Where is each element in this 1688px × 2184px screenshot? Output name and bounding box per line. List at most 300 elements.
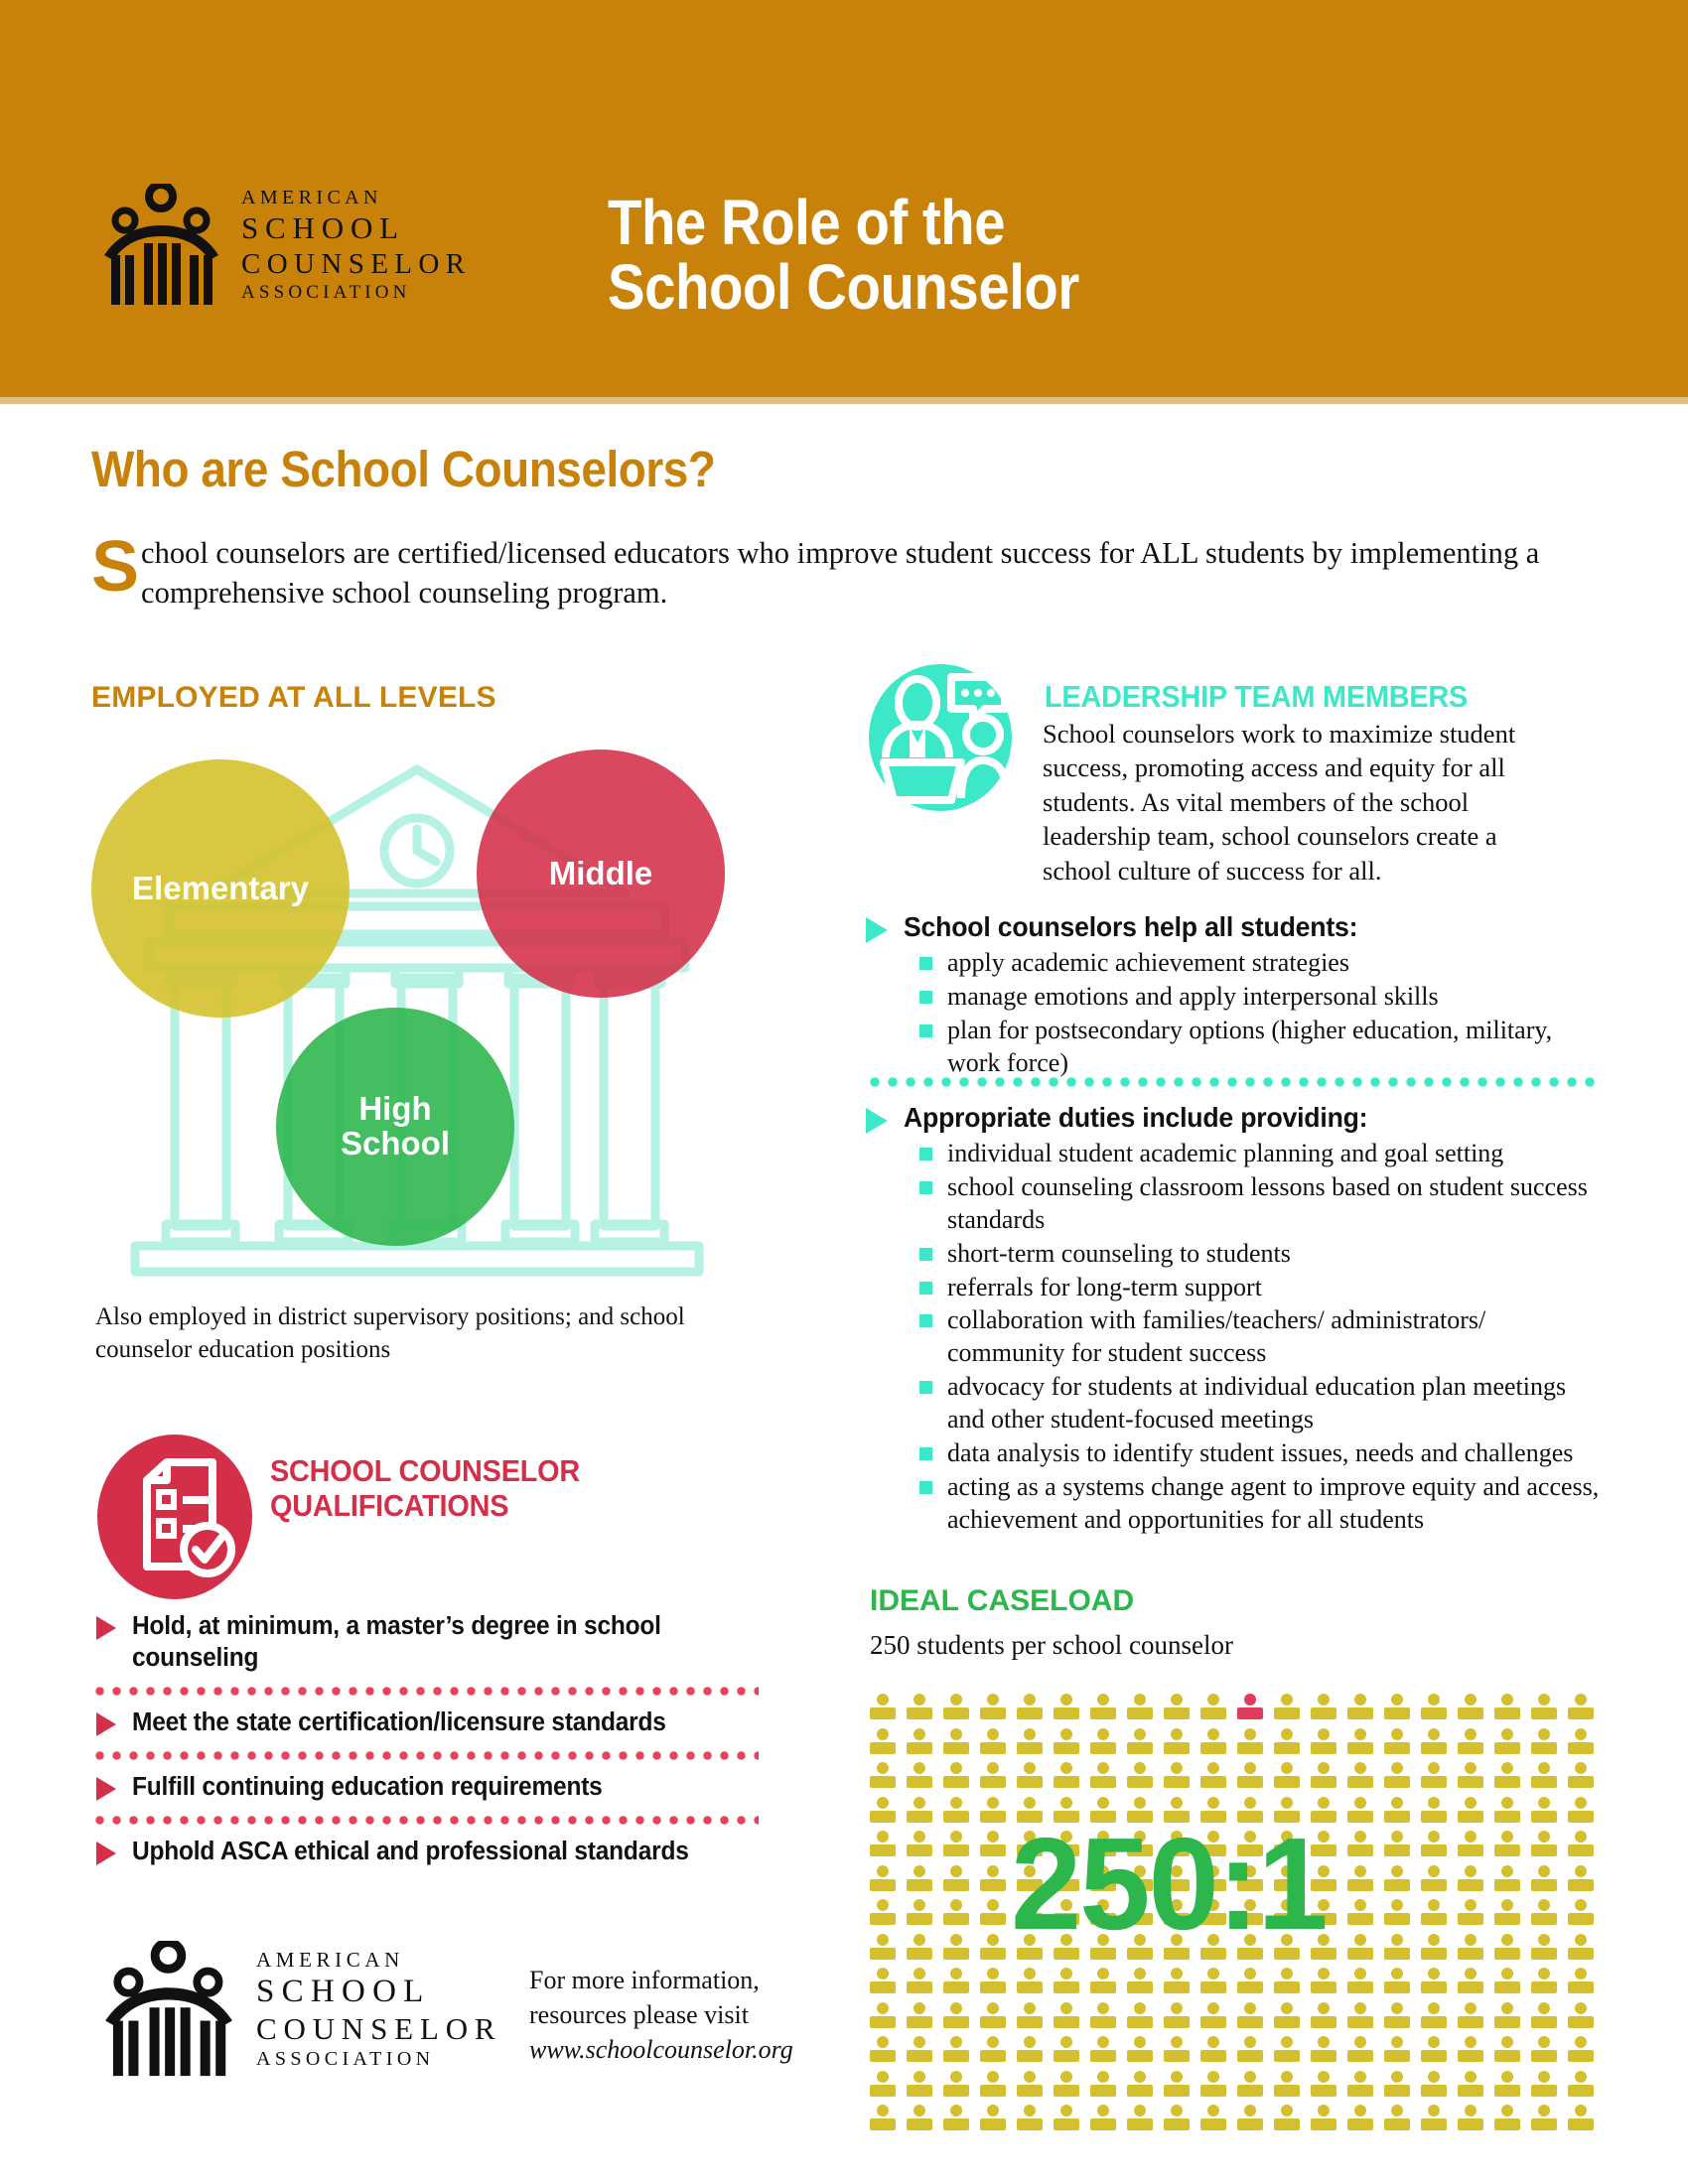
figure-head	[1354, 1728, 1366, 1740]
figure-head	[1318, 2002, 1330, 2014]
figure-body	[1090, 2016, 1116, 2028]
figure-head	[1354, 2002, 1366, 2014]
figure-head	[1428, 1934, 1440, 1946]
figure-body	[907, 1844, 932, 1856]
student-figure-icon	[1054, 2071, 1079, 2099]
figure-head	[1538, 1728, 1550, 1740]
figure-head	[1024, 1728, 1036, 1740]
figure-head	[914, 1694, 925, 1706]
figure-body	[1127, 2118, 1153, 2130]
figure-body	[980, 2050, 1006, 2062]
figure-head	[1171, 1762, 1183, 1774]
figure-body	[1200, 2118, 1226, 2130]
figure-body	[1458, 1948, 1483, 1960]
student-figure-icon	[1127, 2071, 1153, 2099]
student-figure-icon	[1531, 1934, 1557, 1962]
student-figure-icon	[1494, 2036, 1520, 2064]
figure-head	[914, 2071, 925, 2083]
figure-head	[1134, 1797, 1146, 1809]
list-item: short-term counseling to students	[919, 1238, 1603, 1272]
student-figure-icon	[1384, 2105, 1410, 2132]
figure-body	[1531, 2050, 1557, 2062]
figure-head	[987, 2036, 999, 2048]
figure-body	[943, 2085, 969, 2097]
figure-body	[870, 2118, 896, 2130]
figure-head	[1501, 1968, 1513, 1979]
student-figure-icon	[1311, 1728, 1336, 1756]
student-figure-icon	[1274, 2105, 1300, 2132]
student-figure-icon	[1568, 2036, 1594, 2064]
student-figure-icon	[1531, 1899, 1557, 1927]
figure-head	[1501, 1728, 1513, 1740]
student-figure-icon	[1164, 1728, 1190, 1756]
figure-head	[1538, 1831, 1550, 1843]
student-figure-icon	[1347, 1968, 1373, 1995]
figure-body	[1164, 2050, 1190, 2062]
student-figure-icon	[980, 1797, 1006, 1825]
student-figure-icon	[1494, 2071, 1520, 2099]
student-figure-icon	[943, 1899, 969, 1927]
figure-body	[1494, 2050, 1520, 2062]
figure-head	[1575, 2071, 1587, 2083]
section-heading-employed: EMPLOYED AT ALL LEVELS	[91, 681, 496, 714]
triangle-bullet-icon	[96, 1842, 116, 1865]
figure-head	[987, 1762, 999, 1774]
student-figure-icon	[1568, 2105, 1594, 2132]
figure-body	[1274, 1776, 1300, 1788]
student-figure-icon	[1494, 1934, 1520, 1962]
figure-body	[1458, 1879, 1483, 1891]
figure-head	[1024, 1968, 1036, 1979]
figure-head	[1465, 2071, 1477, 2083]
dotted-divider-teal	[866, 1077, 1603, 1087]
figure-body	[1237, 1707, 1263, 1719]
student-figure-icon	[1347, 2071, 1373, 2099]
figure-head	[950, 1728, 962, 1740]
figure-body	[907, 2085, 932, 2097]
figure-head	[1318, 1728, 1330, 1740]
circle-label-middle: Middle	[548, 854, 653, 891]
figure-head	[914, 1899, 925, 1911]
figure-body	[907, 2050, 932, 2062]
student-figure-icon	[907, 2071, 932, 2099]
figure-head	[1354, 1797, 1366, 1809]
student-figure-icon	[1494, 2105, 1520, 2132]
header-divider	[0, 397, 1688, 404]
figure-head	[1501, 1934, 1513, 1946]
figure-head	[1134, 1968, 1146, 1979]
figure-body	[1054, 2016, 1079, 2028]
student-figure-icon	[1494, 2002, 1520, 2030]
people-meeting-icon	[866, 663, 1015, 817]
duties-block	[866, 1102, 1603, 1538]
figure-body	[907, 2118, 932, 2130]
student-figure-icon	[1311, 2002, 1336, 2030]
student-figure-icon	[1200, 2002, 1226, 2030]
student-figure-icon	[1347, 2105, 1373, 2132]
figure-head	[950, 1694, 962, 1706]
figure-body	[1458, 2050, 1483, 2062]
figure-body	[1311, 1981, 1336, 1993]
student-figure-icon	[1421, 1797, 1447, 1825]
figure-body	[943, 2118, 969, 2130]
student-figure-icon	[1274, 1728, 1300, 1756]
student-figure-icon	[943, 1728, 969, 1756]
student-figure-icon	[870, 1728, 896, 1756]
figure-body	[1054, 1707, 1079, 1719]
checklist-document-icon	[95, 1433, 254, 1606]
figure-head	[1024, 1694, 1036, 1706]
employment-levels-diagram	[109, 730, 725, 1286]
student-figure-icon	[1384, 1797, 1410, 1825]
student-figure-icon	[1568, 2071, 1594, 2099]
figure-head	[1281, 1694, 1293, 1706]
figure-head	[1428, 2002, 1440, 2014]
student-figure-icon	[1458, 1797, 1483, 1825]
figure-body	[1531, 2085, 1557, 2097]
figure-body	[943, 2016, 969, 2028]
figure-body	[980, 1879, 1006, 1891]
figure-head	[987, 2105, 999, 2116]
three-figures-columns-icon	[94, 1941, 243, 2085]
figure-head	[914, 2002, 925, 2014]
figure-body	[1237, 2016, 1263, 2028]
figure-head	[1354, 1694, 1366, 1706]
student-figure-icon	[1384, 1934, 1410, 1962]
caseload-ratio: 250:1	[1011, 1811, 1327, 1957]
figure-body	[1127, 1981, 1153, 1993]
figure-head	[914, 2105, 925, 2116]
dotted-divider	[91, 1751, 759, 1760]
student-figure-icon	[1347, 1831, 1373, 1858]
student-figure-icon	[1090, 2105, 1116, 2132]
figure-head	[914, 1728, 925, 1740]
figure-body	[1200, 1707, 1226, 1719]
student-figure-icon	[943, 1934, 969, 1962]
figure-body	[1421, 1948, 1447, 1960]
figure-head	[1207, 1797, 1219, 1809]
figure-body	[1384, 1948, 1410, 1960]
figure-head	[987, 1865, 999, 1877]
student-figure-icon	[1164, 1694, 1190, 1721]
figure-head	[1060, 1762, 1072, 1774]
qualification-text: Fulfill continuing education requirements	[132, 1772, 603, 1801]
student-figure-icon	[1017, 2036, 1043, 2064]
figure-body	[1127, 2050, 1153, 2062]
student-figure-icon	[943, 1831, 969, 1858]
figure-head	[1097, 2036, 1109, 2048]
figure-head	[1134, 1728, 1146, 1740]
figure-head	[1060, 2002, 1072, 2014]
figure-head	[1501, 2071, 1513, 2083]
figure-head	[1097, 1968, 1109, 1979]
qualifications-title	[270, 1454, 580, 1523]
figure-head	[1097, 2002, 1109, 2014]
figure-body	[1458, 1776, 1483, 1788]
figure-body	[943, 1948, 969, 1960]
figure-head	[1244, 2036, 1256, 2048]
figure-body	[1237, 2050, 1263, 2062]
figure-head	[1207, 1762, 1219, 1774]
student-figure-icon	[1531, 2036, 1557, 2064]
student-figure-icon	[1568, 1865, 1594, 1893]
student-figure-icon	[907, 1694, 932, 1721]
figure-head	[1501, 2105, 1513, 2116]
figure-head	[1281, 1968, 1293, 1979]
figure-head	[1391, 1694, 1403, 1706]
figure-head	[987, 2002, 999, 2014]
student-figure-icon	[1164, 2002, 1190, 2030]
figure-body	[1127, 2016, 1153, 2028]
figure-body	[1421, 2118, 1447, 2130]
student-figure-icon	[1274, 2002, 1300, 2030]
figure-body	[1494, 1913, 1520, 1925]
student-figure-icon	[1568, 1728, 1594, 1756]
figure-body	[1568, 2050, 1594, 2062]
student-figure-icon	[1237, 1728, 1263, 1756]
figure-head	[1207, 1694, 1219, 1706]
figure-head	[1281, 1762, 1293, 1774]
figure-body	[1384, 1776, 1410, 1788]
figure-head	[1097, 1728, 1109, 1740]
figure-body	[1384, 2085, 1410, 2097]
list-item: manage emotions and apply interpersonal skills	[919, 981, 1603, 1015]
student-figure-icon	[1384, 1728, 1410, 1756]
caseload-pictogram	[870, 1694, 1605, 2140]
student-figure-icon	[1568, 1899, 1594, 1927]
student-figure-icon	[907, 1865, 932, 1893]
figure-body	[1384, 1707, 1410, 1719]
figure-head	[1428, 2036, 1440, 2048]
figure-head	[914, 1968, 925, 1979]
figure-head	[1501, 1694, 1513, 1706]
student-figure-icon	[1090, 1762, 1116, 1790]
list-item: referrals for long-term support	[919, 1272, 1603, 1305]
figure-head	[1391, 1899, 1403, 1911]
figure-body	[943, 1844, 969, 1856]
student-figure-icon	[980, 1762, 1006, 1790]
student-figure-icon	[1384, 1865, 1410, 1893]
student-figure-icon	[1421, 1934, 1447, 1962]
figure-head	[1171, 1968, 1183, 1979]
figure-head	[1575, 1762, 1587, 1774]
student-figure-icon	[980, 1899, 1006, 1927]
student-figure-icon	[907, 1968, 932, 1995]
figure-body	[1494, 1844, 1520, 1856]
figure-head	[877, 2071, 889, 2083]
figure-body	[1274, 2050, 1300, 2062]
figure-head	[1207, 2036, 1219, 2048]
figure-head	[1024, 1762, 1036, 1774]
asca-logo-footer	[94, 1941, 511, 2090]
figure-body	[943, 1776, 969, 1788]
figure-head	[877, 1865, 889, 1877]
student-figure-icon	[943, 1968, 969, 1995]
student-figure-icon	[1494, 1797, 1520, 1825]
qualification-text: Meet the state certification/licensure standards	[132, 1707, 666, 1736]
figure-head	[1354, 2105, 1366, 2116]
student-figure-icon	[1568, 1831, 1594, 1858]
leadership-title: LEADERSHIP TEAM MEMBERS	[1045, 679, 1469, 714]
figure-head	[877, 1728, 889, 1740]
figure-body	[1531, 1811, 1557, 1823]
figure-body	[1347, 1913, 1373, 1925]
figure-body	[1017, 1742, 1043, 1754]
figure-body	[1531, 1776, 1557, 1788]
student-figure-icon	[1017, 1694, 1043, 1721]
list-item: individual student academic planning and goal setting	[919, 1138, 1603, 1171]
student-figure-icon	[1200, 2036, 1226, 2064]
figure-body	[980, 1776, 1006, 1788]
figure-body	[907, 1707, 932, 1719]
figure-body	[1347, 1879, 1373, 1891]
figure-body	[1421, 2016, 1447, 2028]
figure-body	[1017, 1981, 1043, 1993]
student-figure-icon	[1237, 2036, 1263, 2064]
student-figure-icon	[1274, 2036, 1300, 2064]
student-figure-icon	[1568, 1934, 1594, 1962]
figure-body	[907, 1742, 932, 1754]
figure-body	[1458, 1742, 1483, 1754]
figure-body	[1494, 1948, 1520, 1960]
figure-body	[1090, 1776, 1116, 1788]
figure-body	[1127, 1742, 1153, 1754]
figure-body	[1384, 1844, 1410, 1856]
student-figure-icon	[1054, 1762, 1079, 1790]
figure-head	[1354, 1762, 1366, 1774]
figure-body	[1054, 2085, 1079, 2097]
student-figure-icon	[980, 2105, 1006, 2132]
figure-head	[1060, 1694, 1072, 1706]
help-students-heading: School counselors help all students:	[904, 911, 1358, 942]
figure-head	[877, 2036, 889, 2048]
figure-body	[1090, 2050, 1116, 2062]
student-figure-icon	[1017, 2002, 1043, 2030]
figure-body	[1568, 2118, 1594, 2130]
figure-head	[1391, 2071, 1403, 2083]
figure-head	[1171, 1728, 1183, 1740]
student-figure-icon	[943, 2036, 969, 2064]
figure-body	[1347, 1707, 1373, 1719]
student-figure-icon	[943, 1694, 969, 1721]
figure-body	[1347, 1844, 1373, 1856]
student-figure-icon	[1568, 2002, 1594, 2030]
figure-body	[1017, 2085, 1043, 2097]
figure-head	[950, 1762, 962, 1774]
figure-head	[1318, 2036, 1330, 2048]
student-figure-icon	[1458, 2002, 1483, 2030]
logo-line-counselor: COUNSELOR	[241, 247, 472, 280]
figure-body	[943, 1742, 969, 1754]
figure-body	[1274, 2118, 1300, 2130]
figure-head	[1171, 2036, 1183, 2048]
figure-head	[1134, 2105, 1146, 2116]
student-figure-icon	[1311, 1968, 1336, 1995]
student-figure-icon	[1311, 1762, 1336, 1790]
figure-head	[1171, 2002, 1183, 2014]
figure-head	[950, 2036, 962, 2048]
figure-head	[1428, 1728, 1440, 1740]
figure-body	[870, 1913, 896, 1925]
student-figure-icon	[1347, 2002, 1373, 2030]
figure-body	[1384, 1811, 1410, 1823]
figure-body	[1384, 2016, 1410, 2028]
footer-url[interactable]: www.schoolcounselor.org	[529, 2035, 793, 2065]
figure-head	[1465, 2105, 1477, 2116]
figure-head	[1281, 2036, 1293, 2048]
figure-head	[1171, 1797, 1183, 1809]
student-figure-icon	[1384, 1694, 1410, 1721]
logo-line-school: SCHOOL	[241, 210, 405, 245]
student-figure-icon	[907, 2105, 932, 2132]
figure-head	[1575, 2036, 1587, 2048]
figure-body	[1127, 2085, 1153, 2097]
figure-body	[1494, 2118, 1520, 2130]
student-figure-icon	[1347, 1899, 1373, 1927]
figure-head	[1354, 1899, 1366, 1911]
figure-head	[877, 1797, 889, 1809]
student-figure-icon	[1531, 1728, 1557, 1756]
figure-body	[1347, 2016, 1373, 2028]
figure-head	[914, 1934, 925, 1946]
student-figure-icon	[1421, 1728, 1447, 1756]
student-figure-icon	[1200, 1728, 1226, 1756]
student-figure-icon	[870, 2002, 896, 2030]
figure-head	[1575, 1968, 1587, 1979]
student-figure-icon	[980, 1831, 1006, 1858]
figure-body	[943, 1981, 969, 1993]
list-item: apply academic achievement strategies	[919, 947, 1603, 981]
figure-body	[1568, 1811, 1594, 1823]
qualification-text: Hold, at minimum, a master’s degree in school counseling	[132, 1612, 661, 1672]
figure-body	[980, 1811, 1006, 1823]
figure-head	[1281, 2071, 1293, 2083]
student-figure-icon	[1347, 1694, 1373, 1721]
figure-head	[1097, 1797, 1109, 1809]
figure-body	[943, 1707, 969, 1719]
figure-body	[1017, 1707, 1043, 1719]
intro-paragraph	[91, 527, 1601, 613]
figure-head	[1318, 1762, 1330, 1774]
figure-head	[1428, 1797, 1440, 1809]
student-figure-icon	[1384, 1968, 1410, 1995]
figure-head	[1538, 1762, 1550, 1774]
figure-body	[1311, 2016, 1336, 2028]
figure-head	[877, 2105, 889, 2116]
qualification-item	[91, 1608, 786, 1678]
figure-body	[1274, 1742, 1300, 1754]
student-figure-icon	[870, 1797, 896, 1825]
figure-body	[1164, 2085, 1190, 2097]
qualifications-title-line2: QUALIFICATIONS	[270, 1487, 509, 1523]
figure-body	[1458, 1811, 1483, 1823]
student-figure-icon	[1054, 1968, 1079, 1995]
circle-high-school	[276, 1008, 514, 1246]
qualification-item	[91, 1769, 786, 1807]
student-figure-icon	[1494, 1899, 1520, 1927]
figure-body	[1347, 1811, 1373, 1823]
student-figure-icon	[1531, 1762, 1557, 1790]
list-item: school counseling classroom lessons based on student success standards	[919, 1171, 1603, 1238]
figure-body	[1458, 1981, 1483, 1993]
asca-logo-header	[94, 184, 492, 313]
figure-body	[1384, 2118, 1410, 2130]
triangle-bullet-icon	[866, 917, 888, 943]
figure-head	[1244, 2105, 1256, 2116]
figure-head	[1465, 1934, 1477, 1946]
figure-head	[1207, 2002, 1219, 2014]
figure-head	[1465, 1831, 1477, 1843]
